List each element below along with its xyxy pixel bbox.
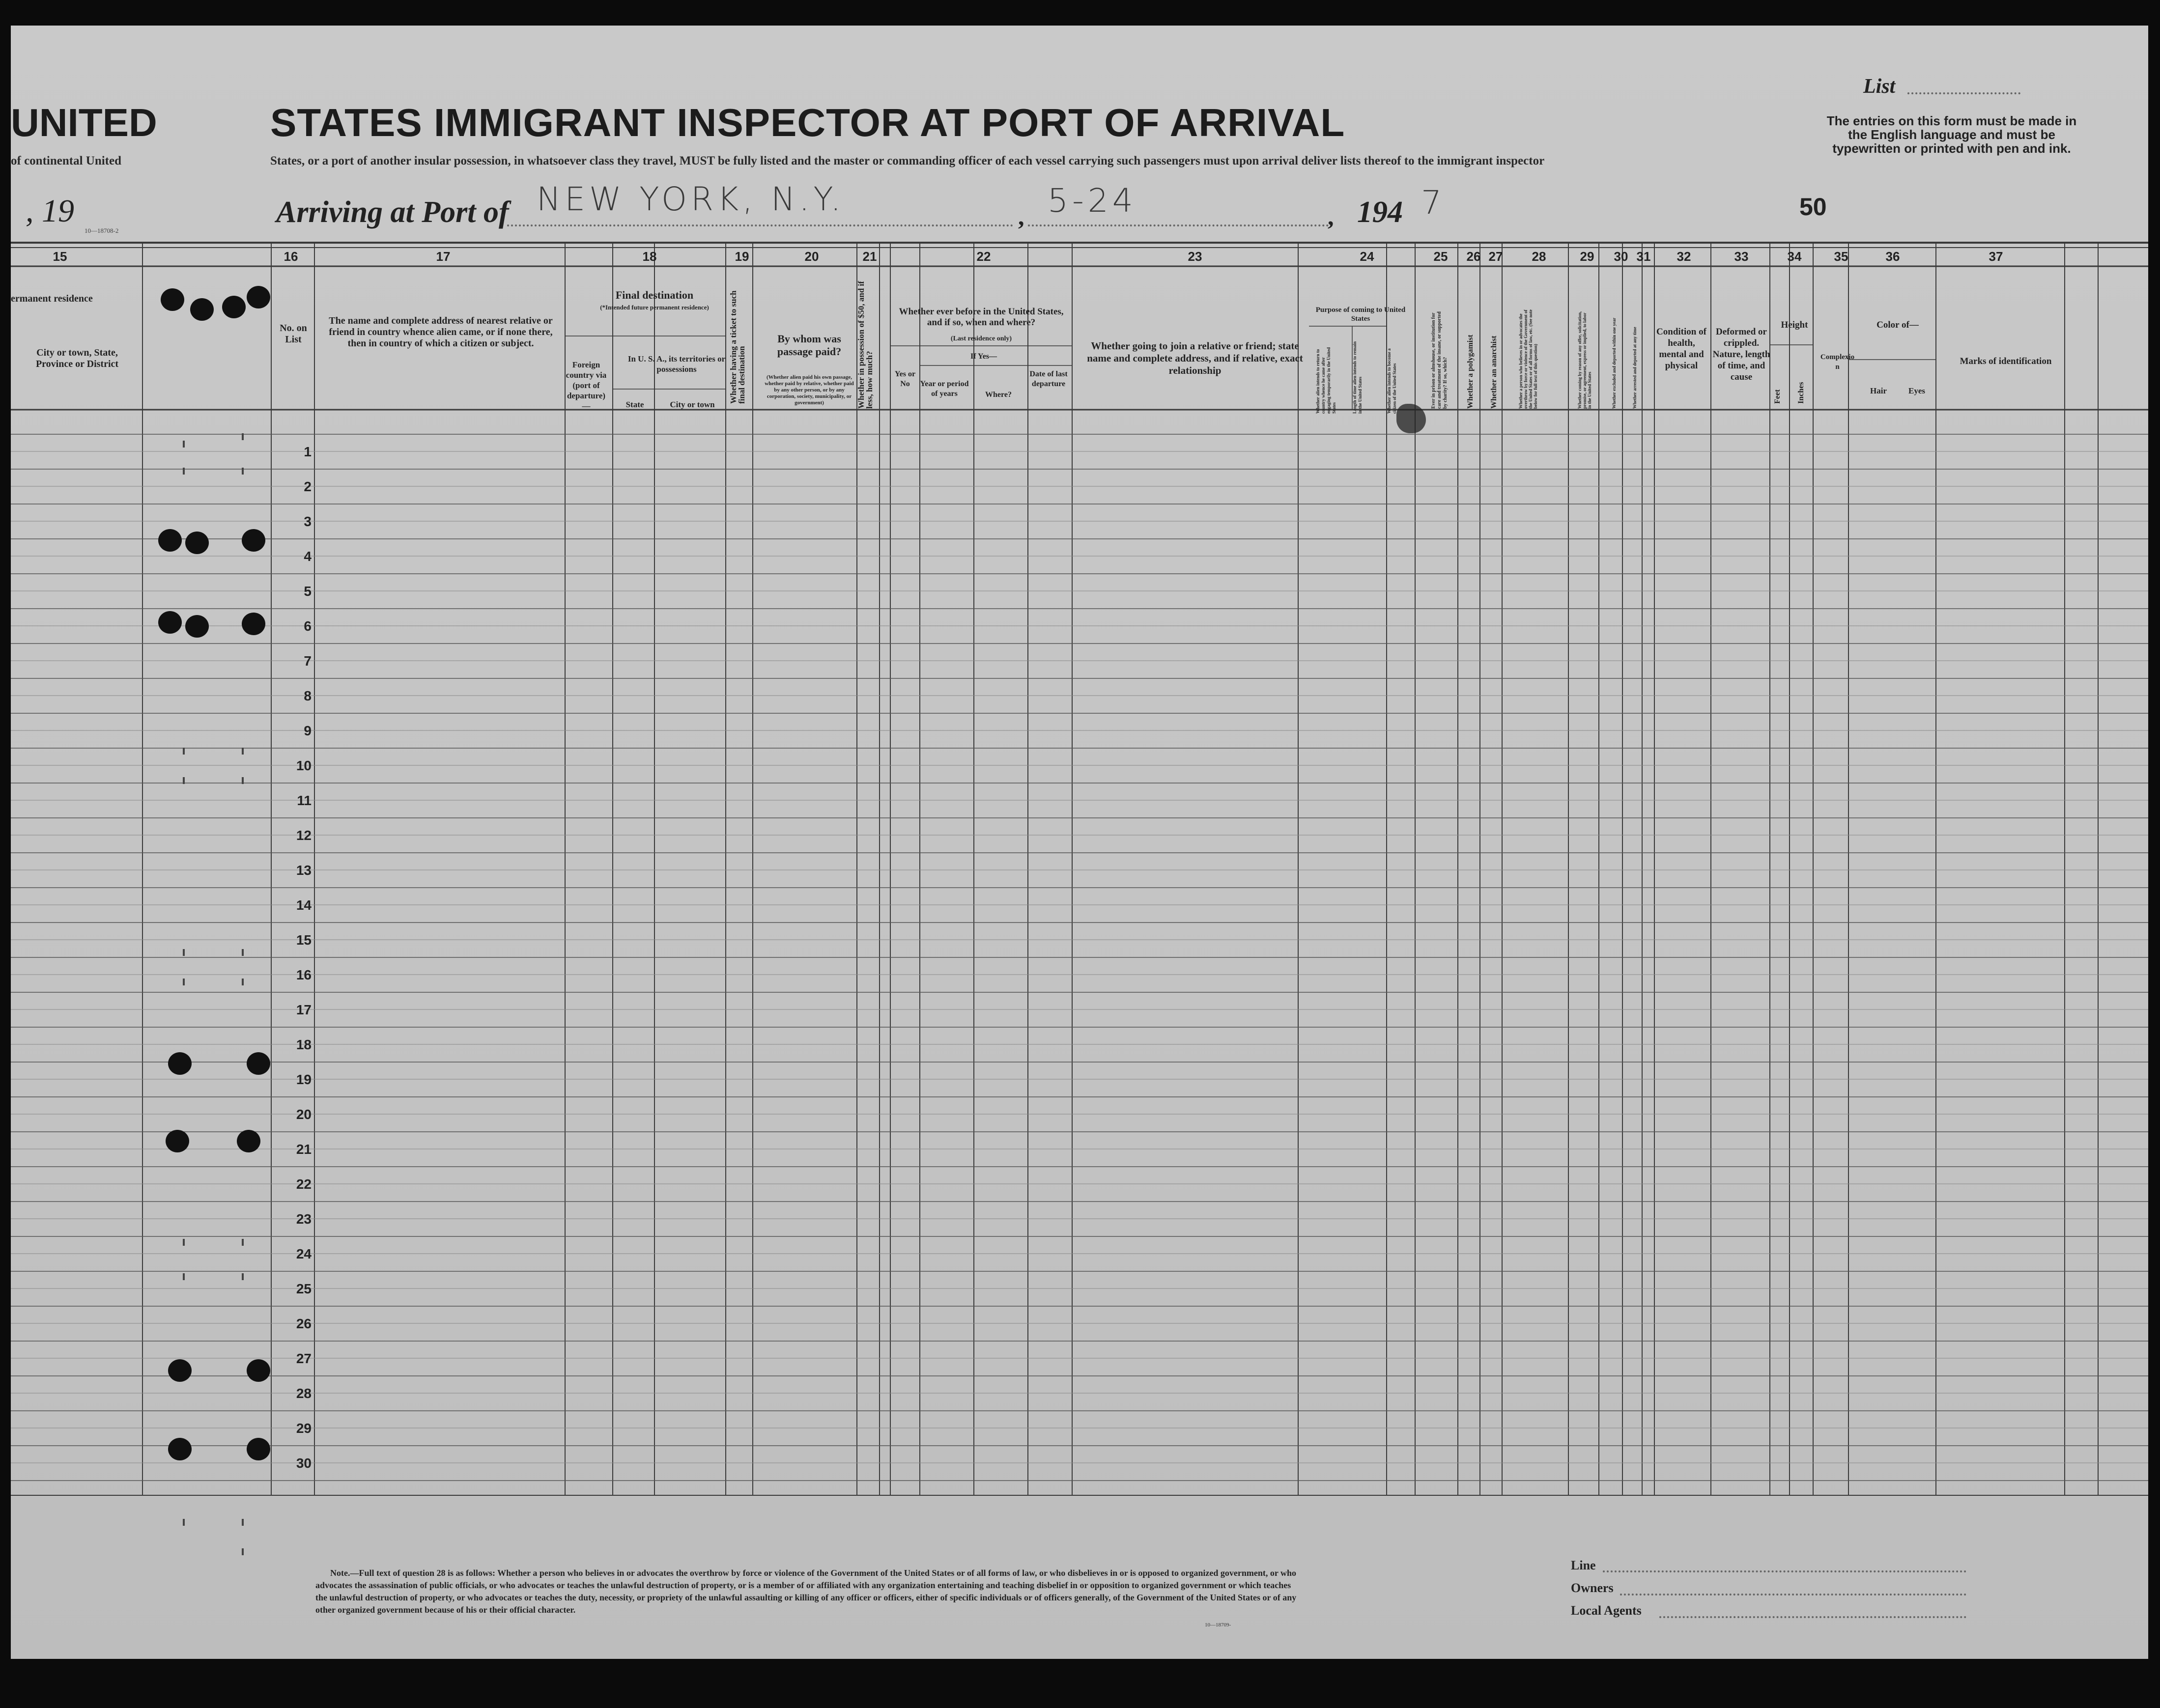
col22-yesno: Yes or No bbox=[894, 370, 916, 388]
col19-header: Whether having a ticket to such final destination bbox=[729, 290, 746, 404]
col16-header: No. on List bbox=[280, 323, 307, 345]
col18-city: City or town bbox=[670, 400, 715, 409]
date-handwritten: 5-24 bbox=[1048, 182, 1137, 220]
punch-blot bbox=[168, 1359, 192, 1382]
left-subtitle: of continental United bbox=[11, 154, 121, 168]
footer-note: Note.—Full text of question 28 is as follows: Whether a person who believes in or advocates the overthrow by force or violence of the Government of the United States or of all forms of law, or who disbelieves in or is opposed to organized government, or who advocates the assassination of public officials, or who advocates or teaches the unlawful destruction of property, or is a member of or affiliated with any organization entertaining and teaching disbelief in or opposition to organized government or which teaches the unlawful destruction of property, or who advocates or teaches the duty, necessity, or propriety of the unlawful assaulting or killing of any officer or officers, either of specific individuals or of officers generally, of the Government of the United States or of any other organized government because of his or their official character. bbox=[315, 1568, 1297, 1615]
row-number: 1 bbox=[304, 444, 312, 459]
footer-form-code: 10—18709- bbox=[1205, 1622, 1231, 1628]
row-number: 26 bbox=[296, 1316, 312, 1331]
row-number: 4 bbox=[304, 549, 312, 564]
punch-blot bbox=[158, 529, 182, 552]
col34-feet: Feet bbox=[1773, 389, 1782, 404]
punch-blot bbox=[237, 1130, 260, 1152]
col34-title: Height bbox=[1781, 320, 1808, 330]
row-number: 19 bbox=[296, 1072, 312, 1087]
punch-tick bbox=[242, 468, 244, 475]
col28-header: Whether a person who believes in or advocates the overthrow by force or violence of the Government of the United States or of all forms of law, etc. (See note below for full text of this question) bbox=[1518, 309, 1538, 409]
col22-ifyes: If Yes— bbox=[970, 352, 997, 361]
col35-header: Complexion bbox=[1820, 353, 1855, 371]
row-number: 17 bbox=[296, 1002, 312, 1017]
punch-blot bbox=[158, 611, 182, 634]
col20-note: (Whether alien paid his own passage, whether paid by relative, whether paid by any other person, or by any corporation, society, municipality, or government) bbox=[765, 374, 854, 406]
punch-tick bbox=[242, 1273, 244, 1280]
punch-blot bbox=[222, 296, 246, 318]
col17-header: The name and complete address of nearest relative or friend in country whence alien came, or if none there, then in country of which a citizen or subject. bbox=[329, 315, 553, 349]
row-number: 14 bbox=[296, 897, 312, 913]
punch-tick bbox=[183, 949, 185, 956]
arriving-label: Arriving at Port of bbox=[276, 196, 509, 229]
col-num-29: 29 bbox=[1580, 249, 1594, 264]
col18-usa: In U. S. A., its territories or possessions bbox=[627, 354, 726, 374]
col-num-30: 30 bbox=[1614, 249, 1628, 264]
row-number: 2 bbox=[304, 479, 312, 494]
col36-hair: Hair bbox=[1870, 386, 1887, 395]
punch-blot bbox=[242, 529, 265, 552]
col18-note: (*Intended future permanent residence) bbox=[600, 304, 709, 311]
punch-tick bbox=[242, 433, 244, 440]
line-field bbox=[1603, 1570, 1966, 1572]
punch-tick bbox=[242, 1239, 244, 1246]
col-num-33: 33 bbox=[1734, 249, 1749, 264]
row-number: 11 bbox=[297, 793, 312, 808]
col-num-31: 31 bbox=[1636, 249, 1651, 264]
punch-blot bbox=[242, 613, 265, 635]
col24-b: Length of time alien intends to remain in the United States bbox=[1352, 341, 1363, 414]
punch-tick bbox=[183, 1239, 185, 1246]
punch-blot bbox=[185, 615, 209, 638]
row-number: 6 bbox=[304, 618, 312, 634]
row-number: 25 bbox=[296, 1281, 312, 1296]
col29-header: Whether coming by reason of any offer, solicitation, promise, or agreement, express or implied, to labor in the United States bbox=[1577, 311, 1592, 409]
form-code-top: 10—18708-2 bbox=[85, 227, 119, 234]
col-num-37: 37 bbox=[1989, 249, 2003, 264]
col27-header: Whether an anarchist bbox=[1490, 336, 1498, 409]
row-number: 5 bbox=[304, 584, 312, 599]
col-num-25: 25 bbox=[1433, 249, 1448, 264]
punch-tick bbox=[242, 1519, 244, 1526]
punch-blot bbox=[247, 1438, 270, 1460]
col18-title: Final destination bbox=[615, 289, 694, 301]
row-number: 3 bbox=[304, 514, 312, 529]
punch-blot bbox=[247, 286, 270, 308]
row-number: 27 bbox=[296, 1351, 312, 1366]
punch-blot bbox=[168, 1052, 192, 1075]
col-num-23: 23 bbox=[1188, 249, 1202, 264]
entries-note: The entries on this form must be made in the English language and must be typewritten or printed with pen and ink. bbox=[1826, 113, 2077, 156]
col22-where: Where? bbox=[985, 391, 1012, 399]
year-digit-handwritten: 7 bbox=[1421, 184, 1446, 222]
col-num-26: 26 bbox=[1466, 249, 1481, 264]
local-agents-label: Local Agents bbox=[1571, 1603, 1642, 1618]
row-number: 22 bbox=[296, 1176, 312, 1192]
row-number: 24 bbox=[296, 1246, 312, 1261]
punch-tick bbox=[242, 979, 244, 985]
punch-tick bbox=[183, 468, 185, 475]
punch-tick bbox=[183, 1273, 185, 1280]
row-number: 28 bbox=[296, 1386, 312, 1401]
row-number: 23 bbox=[296, 1211, 312, 1227]
row-number: 8 bbox=[304, 688, 312, 703]
line-label: Line bbox=[1571, 1558, 1596, 1572]
port-handwritten: NEW YORK, N.Y. bbox=[537, 180, 845, 218]
col31-header: Whether arrested and deported at any time bbox=[1632, 327, 1637, 409]
row-number: 18 bbox=[296, 1037, 312, 1052]
owners-field bbox=[1620, 1594, 1966, 1596]
row-number: 29 bbox=[296, 1421, 312, 1436]
punch-tick bbox=[242, 748, 244, 755]
punch-tick bbox=[183, 979, 185, 985]
col-num-27: 27 bbox=[1488, 249, 1503, 264]
col22-note: (Last residence only) bbox=[950, 335, 1012, 342]
col33-header: Deformed or crippled. Nature, length of time, and cause bbox=[1712, 327, 1770, 382]
punch-tick bbox=[183, 441, 185, 448]
row-number: 16 bbox=[296, 967, 312, 982]
punch-blot bbox=[161, 288, 184, 311]
year-prefix: 194 bbox=[1357, 196, 1403, 229]
punch-blot bbox=[168, 1438, 192, 1460]
col-num-36: 36 bbox=[1885, 249, 1900, 264]
col18-state: State bbox=[625, 400, 644, 409]
col26-header: Whether a polygamist bbox=[1466, 335, 1475, 409]
punch-blot bbox=[247, 1359, 270, 1382]
col24-title: Purpose of coming to United States bbox=[1315, 306, 1406, 323]
col-num-15: 15 bbox=[53, 249, 67, 264]
col21-header: Whether in possession of $50, and if less, how much? bbox=[856, 281, 874, 409]
form-grid bbox=[11, 26, 2148, 1659]
row-number: 13 bbox=[296, 863, 312, 878]
row-number: 21 bbox=[296, 1142, 312, 1157]
col-num-22: 22 bbox=[976, 249, 991, 264]
year-left: , 19 bbox=[26, 193, 74, 229]
col22-years: Year or period of years bbox=[920, 380, 969, 398]
punch-tick bbox=[242, 777, 244, 784]
col34-inches: Inches bbox=[1797, 382, 1805, 404]
row-number: 15 bbox=[296, 932, 312, 948]
punch-blot bbox=[166, 1130, 189, 1152]
subtitle: States, or a port of another insular possession, in whatsoever class they travel, MUST be fully listed and the master or commanding officer of each vessel carrying such passengers must upon arrival deliver lists thereof to the immigrant inspector bbox=[270, 154, 1545, 168]
comma: , bbox=[1018, 203, 1024, 230]
punch-tick bbox=[183, 1519, 185, 1526]
manifest-sheet bbox=[11, 26, 2148, 1659]
row-number: 20 bbox=[296, 1107, 312, 1122]
col15-top-header: ermanent residence bbox=[11, 293, 93, 304]
local-agents-field bbox=[1659, 1616, 1966, 1618]
col30-header: Whether excluded and deported within one year bbox=[1612, 317, 1617, 409]
col-num-19: 19 bbox=[735, 249, 749, 264]
col-num-18: 18 bbox=[642, 249, 657, 264]
row-number: 7 bbox=[304, 653, 312, 669]
comma-2: , bbox=[1328, 203, 1334, 230]
row-number: 10 bbox=[296, 758, 312, 773]
punch-tick bbox=[242, 1548, 244, 1555]
col36-eyes: Eyes bbox=[1908, 386, 1925, 395]
row-number: 30 bbox=[296, 1456, 312, 1471]
col18-foreign: Foreign country via (port of departure)— bbox=[566, 360, 607, 411]
col22-date: Date of last departure bbox=[1029, 370, 1068, 388]
col20-title: By whom was passage paid? bbox=[777, 333, 842, 358]
col23-header: Whether going to join a relative or friend; state name and complete address, and if relative, exact relationship bbox=[1087, 340, 1303, 376]
row-number: 9 bbox=[304, 723, 312, 738]
owners-label: Owners bbox=[1571, 1581, 1614, 1595]
col-num-20: 20 bbox=[804, 249, 819, 264]
col-num-32: 32 bbox=[1677, 249, 1691, 264]
punch-tick bbox=[183, 777, 185, 784]
col24-a: Whether alien intends to return to country whence he came after engaging temporarily in the United States bbox=[1315, 347, 1336, 414]
col37-header: Marks of identification bbox=[1960, 356, 2052, 366]
page-number: 50 bbox=[1799, 193, 1827, 221]
punch-blot bbox=[185, 532, 209, 554]
col32-header: Condition of health, mental and physical bbox=[1656, 327, 1706, 371]
col36-title: Color of— bbox=[1876, 320, 1919, 330]
col-num-28: 28 bbox=[1532, 249, 1546, 264]
col-num-35: 35 bbox=[1834, 249, 1848, 264]
heading-united: UNITED bbox=[11, 101, 157, 144]
page-title: STATES IMMIGRANT INSPECTOR AT PORT OF ARRIVAL bbox=[270, 101, 1345, 144]
col-num-24: 24 bbox=[1360, 249, 1374, 264]
list-label: List bbox=[1863, 75, 1896, 98]
col25-header: Ever in prison or almshouse, or institution for care and treatment of the insane, or supported by charity? If so, which? bbox=[1431, 311, 1448, 409]
col-num-21: 21 bbox=[862, 249, 877, 264]
col-num-34: 34 bbox=[1787, 249, 1802, 264]
col15-header: City or town, State, Province or District bbox=[35, 347, 119, 369]
punch-tick bbox=[183, 748, 185, 755]
col22-title: Whether ever before in the United States, and if so, when and where? bbox=[899, 307, 1064, 328]
col-num-17: 17 bbox=[436, 249, 451, 264]
col-num-16: 16 bbox=[284, 249, 298, 264]
punch-blot bbox=[247, 1052, 270, 1075]
row-number: 12 bbox=[296, 828, 312, 843]
punch-tick bbox=[242, 949, 244, 956]
col24-c: Whether alien intends to become a citizen of the United States bbox=[1387, 348, 1397, 414]
punch-blot bbox=[190, 298, 214, 321]
